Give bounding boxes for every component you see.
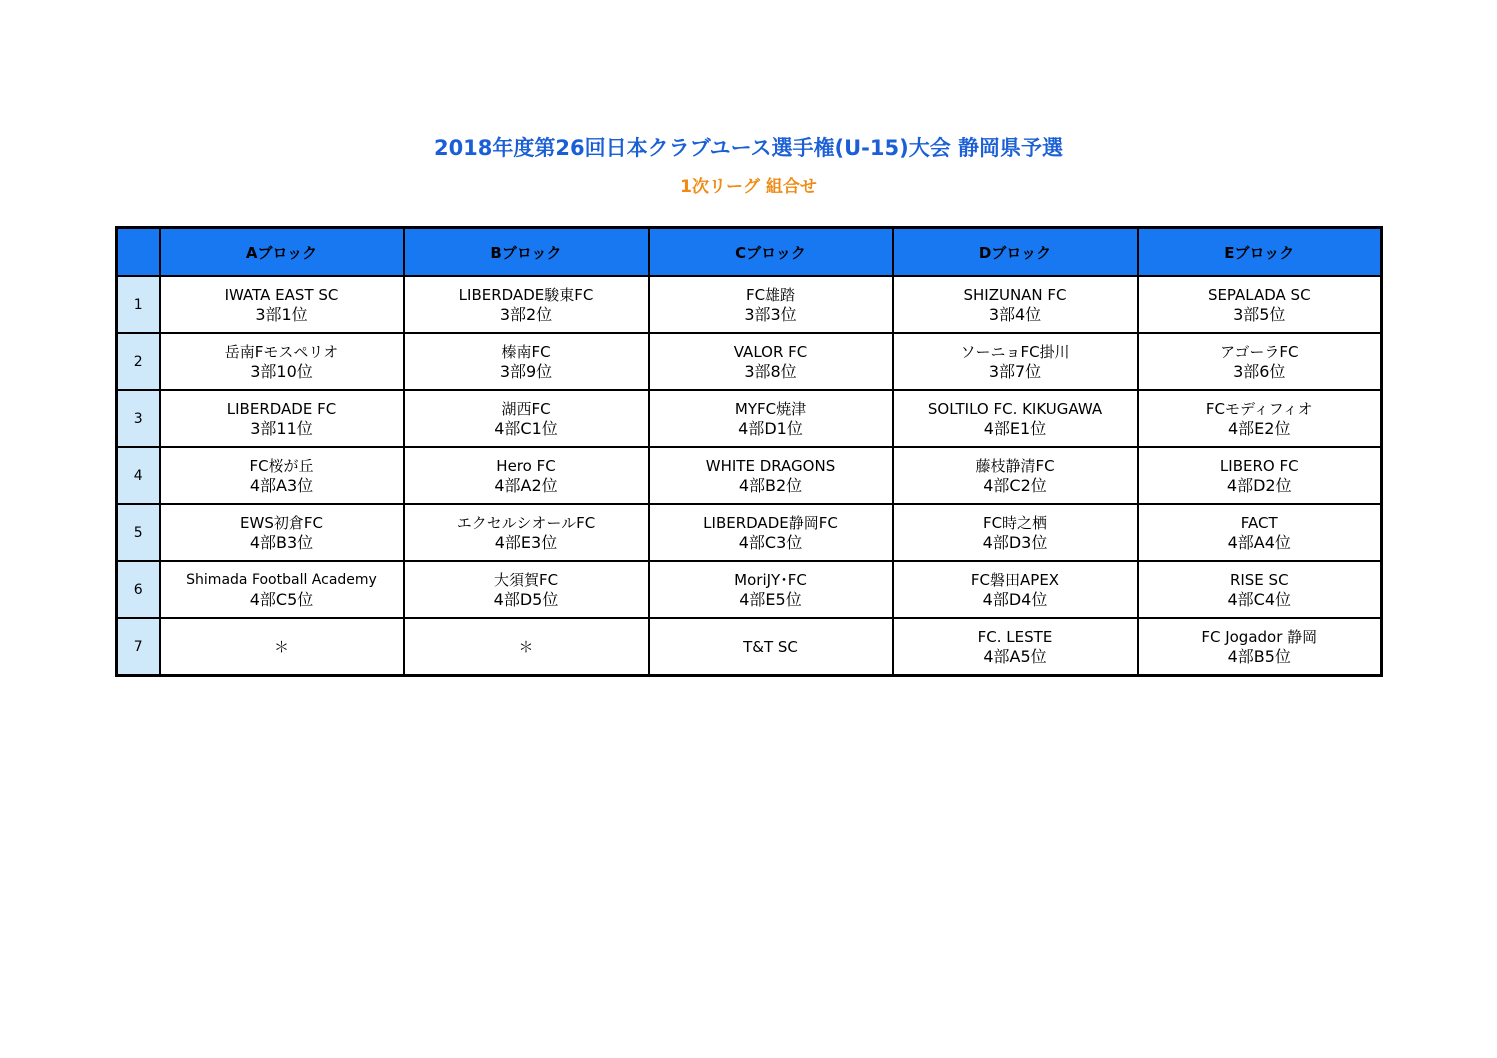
table-row — [117, 447, 1382, 504]
header-block-e: Eブロック — [1138, 228, 1382, 277]
team-rank: 4部D2位 — [1226, 475, 1292, 495]
team-name: LIBERDADE駿東FC — [458, 285, 594, 304]
team-name: WHITE DRAGONS — [705, 456, 836, 475]
team-cell-block-d — [893, 447, 1138, 504]
row-number: 2 — [117, 333, 160, 390]
team-name: LIBERO FC — [1219, 456, 1299, 475]
team-cell-block-e — [1138, 390, 1382, 447]
team-cell-block-e — [1138, 618, 1382, 676]
header-block-a: Aブロック — [160, 228, 404, 277]
team-cell-block-c — [649, 618, 893, 676]
team-rank: 4部E3位 — [494, 532, 558, 552]
table-row — [117, 561, 1382, 618]
row-number: 7 — [117, 618, 160, 676]
team-rank: 3部7位 — [988, 361, 1042, 381]
team-rank: 4部D3位 — [982, 532, 1048, 552]
team-cell-block-b — [404, 561, 649, 618]
team-name: EWS初倉FC — [240, 513, 323, 532]
team-name: RISE SC — [1229, 570, 1289, 589]
team-rank: 3部5位 — [1233, 304, 1286, 324]
team-cell-block-a — [160, 504, 404, 561]
header-corner — [117, 228, 160, 277]
team-name: エクセルシオールFC — [456, 513, 596, 532]
team-cell-block-a — [160, 333, 404, 390]
team-rank: 4部E5位 — [739, 589, 802, 609]
team-name: MYFC焼津 — [734, 399, 807, 418]
team-cell-block-c — [649, 390, 893, 447]
team-rank: 4部A5位 — [983, 646, 1047, 666]
page-subtitle: 1次リーグ 組合せ — [680, 177, 817, 197]
team-cell-block-e — [1138, 504, 1382, 561]
row-number: 1 — [117, 276, 160, 333]
team-name: MoriJY･FC — [734, 570, 807, 589]
team-name: ソーニョFC掛川 — [960, 342, 1070, 361]
team-name: LIBERDADE静岡FC — [703, 513, 838, 532]
team-name: 榛南FC — [501, 342, 551, 361]
team-cell-block-d — [893, 504, 1138, 561]
page-title: 2018年度第26回日本クラブユース選手権(U-15)大会 静岡県予選 — [433, 136, 1064, 160]
team-cell-block-b — [404, 276, 649, 333]
team-rank: 3部1位 — [255, 304, 308, 324]
header-block-d: Dブロック — [893, 228, 1138, 277]
team-cell-block-a — [160, 447, 404, 504]
row-number: 6 — [117, 561, 160, 618]
team-cell-block-e — [1138, 447, 1382, 504]
team-name: SOLTILO FC. KIKUGAWA — [927, 399, 1103, 418]
header-row — [117, 228, 1382, 277]
team-name: SHIZUNAN FC — [963, 285, 1067, 304]
team-cell-block-d — [893, 390, 1138, 447]
team-name: FACT — [1240, 513, 1278, 532]
team-rank: 4部E2位 — [1228, 418, 1291, 438]
team-cell-block-c — [649, 333, 893, 390]
team-rank: 3部2位 — [499, 304, 553, 324]
team-name: アゴーラFC — [1220, 342, 1299, 361]
team-name: ＊ — [273, 637, 289, 656]
table-row — [117, 276, 1382, 333]
team-cell-block-d — [893, 561, 1138, 618]
team-cell-block-c — [649, 561, 893, 618]
team-rank: 3部8位 — [744, 361, 797, 381]
row-number: 3 — [117, 390, 160, 447]
team-cell-block-b — [404, 447, 649, 504]
team-name: T&T SC — [743, 637, 798, 656]
team-name: FC Jogador 静岡 — [1201, 627, 1318, 646]
team-rank: 3部3位 — [744, 304, 797, 324]
team-cell-block-e — [1138, 333, 1382, 390]
team-rank: 4部B5位 — [1227, 646, 1291, 666]
team-rank: 4部E1位 — [983, 418, 1047, 438]
team-rank: 4部B3位 — [249, 532, 314, 552]
table-row — [117, 618, 1382, 676]
header-block-c: Cブロック — [649, 228, 893, 277]
team-rank: 4部C4位 — [1227, 589, 1292, 609]
team-rank: 4部C2位 — [983, 475, 1047, 495]
team-name: 藤枝静清FC — [975, 456, 1055, 475]
header-block-b: Bブロック — [404, 228, 649, 277]
team-name: ＊ — [518, 637, 534, 656]
team-cell-block-c — [649, 504, 893, 561]
team-name: SEPALADA SC — [1207, 285, 1311, 304]
team-cell-block-e — [1138, 561, 1382, 618]
team-name: 大須賀FC — [493, 570, 559, 589]
team-name: 湖西FC — [501, 399, 551, 418]
team-cell-block-d — [893, 276, 1138, 333]
team-cell-block-e — [1138, 276, 1382, 333]
team-cell-block-b — [404, 618, 649, 676]
team-rank: 4部A3位 — [249, 475, 314, 495]
table-row — [117, 390, 1382, 447]
team-name: VALOR FC — [733, 342, 808, 361]
team-cell-block-a — [160, 561, 404, 618]
team-rank: 3部4位 — [988, 304, 1042, 324]
team-rank: 4部C3位 — [738, 532, 803, 552]
team-cell-block-d — [893, 618, 1138, 676]
team-rank: 4部C1位 — [494, 418, 558, 438]
team-rank: 4部A2位 — [494, 475, 558, 495]
team-cell-block-b — [404, 333, 649, 390]
team-rank: 4部A4位 — [1227, 532, 1291, 552]
row-number: 5 — [117, 504, 160, 561]
team-cell-block-a — [160, 276, 404, 333]
team-cell-block-b — [404, 504, 649, 561]
team-rank: 4部D1位 — [738, 418, 803, 438]
team-cell-block-d — [893, 333, 1138, 390]
team-name: 岳南Fモスペリオ — [224, 342, 339, 361]
team-cell-block-c — [649, 447, 893, 504]
team-rank: 4部B2位 — [738, 475, 803, 495]
team-rank: 3部6位 — [1233, 361, 1286, 381]
team-name: FCモディフィオ — [1205, 399, 1313, 418]
team-cell-block-b — [404, 390, 649, 447]
team-name: FC時之栖 — [982, 513, 1048, 532]
team-name: FC. LESTE — [977, 627, 1053, 646]
team-rank: 4部D5位 — [493, 589, 559, 609]
team-cell-block-c — [649, 276, 893, 333]
team-rank: 3部10位 — [250, 361, 313, 381]
league-table — [115, 226, 1383, 677]
team-name: FC雄踏 — [745, 285, 796, 304]
table-row — [117, 504, 1382, 561]
team-rank: 4部C5位 — [249, 589, 314, 609]
row-number: 4 — [117, 447, 160, 504]
team-name: FC磐田APEX — [970, 570, 1060, 589]
table-row — [117, 333, 1382, 390]
team-name: Shimada Football Academy — [186, 571, 377, 588]
team-cell-block-a — [160, 390, 404, 447]
team-name: FC桜が丘 — [249, 456, 314, 475]
team-name: IWATA EAST SC — [224, 285, 339, 304]
team-name: Hero FC — [496, 456, 556, 475]
team-name: LIBERDADE FC — [226, 399, 337, 418]
team-cell-block-a — [160, 618, 404, 676]
team-rank: 3部11位 — [250, 418, 313, 438]
team-rank: 4部D4位 — [982, 589, 1048, 609]
team-rank: 3部9位 — [499, 361, 553, 381]
